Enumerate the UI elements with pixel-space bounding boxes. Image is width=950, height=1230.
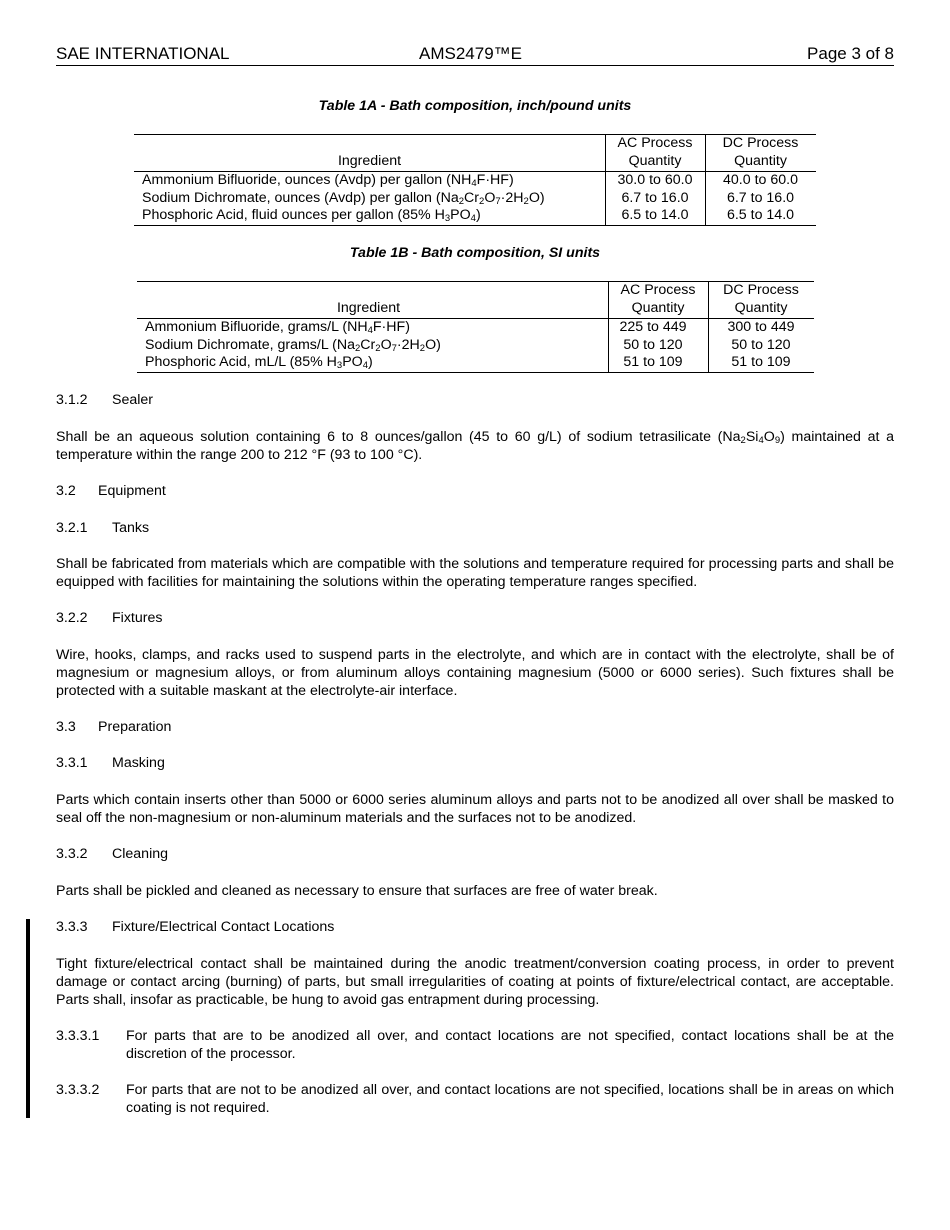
cell-ac: 6.7 to 16.0 [621,189,689,206]
table-1b-caption: Table 1B - Bath composition, SI units [349,245,601,261]
col-ac-line2: Quantity [631,299,685,316]
section-title: Sealer [112,392,154,408]
cell-dc: 300 to 449 [727,319,795,335]
section-number: 3.2.2 [56,610,88,626]
cell-dc: 6.5 to 14.0 [726,207,795,224]
section-text: For parts that are not to be anodized all over, and contact locations are not specified, locations shall be in areas on which coating is not required. [126,1082,894,1116]
revision-change-bar [26,919,30,1118]
col-ac-line1: AC Process [617,135,693,151]
col-ingredient: Ingredient [337,152,402,169]
cell-ingredient: Phosphoric Acid, fluid ounces per gallon (85% $H_3PO_4$) [142,207,481,225]
cell-ingredient: Phosphoric Acid, mL/L (85% $H_3PO_4$) [145,354,373,372]
section-3-2-2-text: Wire, hooks, clamps, and racks used to suspend parts in the electrolyte, and which are in contact with the electrolyte, shall be of magnesium or magnesium alloys, or from aluminum alloys containing magnesium (5000 or 6000 series). Such fixtures shall be protected with a suitable maskant at the electrolyte-air interface. [56,647,894,699]
section-title: Fixtures [112,610,163,626]
section-number: 3.2 [56,483,76,499]
cell-ac: 225 to 449 [619,319,687,335]
table-row [137,354,814,372]
table-1b-header [137,282,814,319]
table-1a [134,134,816,226]
table-row [137,337,814,355]
section-title: Cleaning [112,846,169,862]
section-number: 3.3.1 [56,755,88,771]
cell-dc: 40.0 to 60.0 [723,172,798,188]
table-row [134,190,816,208]
page-header [56,44,894,66]
cell-dc: 51 to 109 [731,354,791,371]
cell-ac: 30.0 to 60.0 [617,172,693,188]
cell-ingredient: Ammonium Bifluoride, grams/L $(NH_4F\cdot HF)$ [145,319,410,336]
col-dc-line2: Quantity [734,152,787,169]
section-number: 3.1.2 [56,392,88,408]
cell-ingredient: Sodium Dichromate, ounces (Avdp) per gallon $(Na_2Cr_2O_7\cdot 2H_2O)$ [142,189,545,207]
section-number: 3.3.3.2 [56,1082,100,1098]
section-number: 3.3.3.1 [56,1028,100,1044]
table-1a-caption: Table 1A - Bath composition, inch/pound units [318,98,632,114]
cell-ac: 51 to 109 [623,354,683,371]
header-org: SAE INTERNATIONAL [56,44,230,63]
section-title: Equipment [98,483,166,499]
cell-ingredient: Sodium Dichromate, grams/L $(Na_2Cr_2O_7\cdot 2H_2O)$ [145,336,441,354]
section-3-3-3-text: Tight fixture/electrical contact shall be maintained during the anodic treatment/conversion coating process, in order to prevent damage or contact arcing (burning) of parts, but small irregularities of coating at points of fixture/electrical contact, are acceptable. Parts shall, insofar as practicable, be hung to avoid gas entrapment during processing. [56,956,894,1008]
col-ingredient: Ingredient [336,299,401,316]
section-3-1-2-text: Shall be an aqueous solution containing 6 to 8 ounces/gallon (45 to 60 g/L) of sodium tetrasilicate $(Na_2Si_4O_9)$ maintained at a temperature within the range 200 to 212 °F (93 to 100 °C). [56,429,894,463]
section-text: For parts that are to be anodized all over, and contact locations are not specified, contact locations shall be at the discretion of the processor. [126,1028,894,1062]
section-3-3-1-text: Parts which contain inserts other than 5000 or 6000 series aluminum alloys and parts not to be anodized all over shall be masked to seal off the non-magnesium or non-aluminum materials and the surfaces not to be anodized. [56,792,894,826]
section-title: Masking [112,755,165,771]
cell-ac: 50 to 120 [623,336,683,353]
col-ac-line2: Quantity [628,152,682,169]
header-page-number: Page 3 of 8 [807,44,894,63]
section-title: Fixture/Electrical Contact Locations [112,919,335,935]
section-title: Tanks [112,520,150,536]
col-ac-line1: AC Process [620,282,696,298]
section-number: 3.2.1 [56,520,88,536]
col-dc-line2: Quantity [734,299,788,316]
table-row [134,207,816,225]
section-number: 3.3.2 [56,846,88,862]
section-title: Preparation [98,719,172,735]
section-number: 3.3 [56,719,76,735]
cell-ac: 6.5 to 14.0 [621,207,689,224]
col-dc-line1: DC Process [722,135,799,151]
cell-dc: 6.7 to 16.0 [726,189,795,206]
table-1a-header [134,135,816,172]
cell-ingredient: Ammonium Bifluoride, ounces (Avdp) per gallon $(NH_4F\cdot HF)$ [142,172,514,189]
table-1b [137,281,814,373]
table-row [134,172,816,190]
cell-dc: 50 to 120 [731,336,791,353]
section-3-2-1-text: Shall be fabricated from materials which are compatible with the solutions and temperature required for processing parts and shall be equipped with facilities for maintaining the solutions within the operating temperature ranges specified. [56,556,894,590]
table-row [137,319,814,337]
section-3-3-2-text: Parts shall be pickled and cleaned as necessary to ensure that surfaces are free of water break. [56,883,658,899]
section-number: 3.3.3 [56,919,88,935]
header-doc-id: AMS2479™E [419,44,522,63]
col-dc-line1: DC Process [723,282,799,298]
